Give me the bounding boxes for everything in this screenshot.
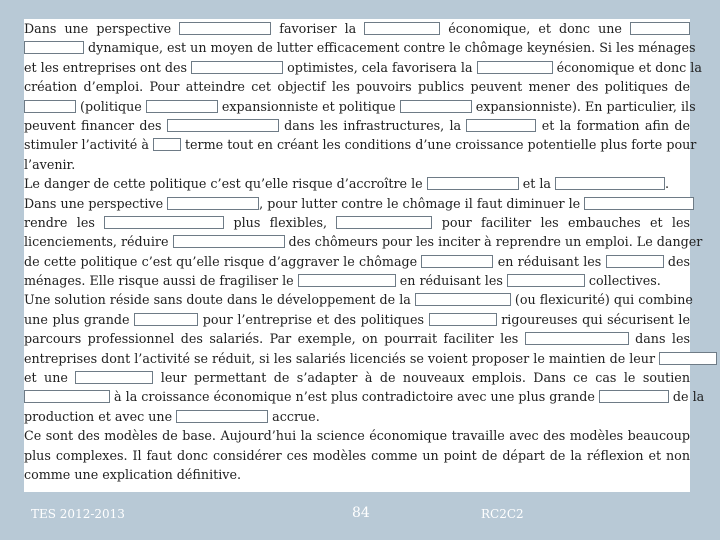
text-segment: une plus grande bbox=[24, 311, 135, 327]
masked-word-blank bbox=[606, 255, 664, 268]
text-line bbox=[24, 387, 705, 406]
text-panel bbox=[24, 19, 705, 492]
masked-word-blank bbox=[427, 177, 519, 190]
text-segment: économique, et donc une bbox=[440, 21, 630, 36]
text-segment: de cette politique c’est qu’elle risque d’aggraver le chômage bbox=[24, 253, 422, 269]
masked-word-blank bbox=[477, 61, 553, 74]
text-segment: Dans une perspective bbox=[24, 195, 168, 211]
text-segment: expansionniste et politique bbox=[217, 98, 400, 114]
text-line bbox=[24, 116, 690, 135]
text-line bbox=[24, 232, 703, 251]
text-line bbox=[24, 252, 690, 271]
text-segment: en réduisant les bbox=[493, 253, 606, 269]
text-segment: stimuler l’activité à bbox=[24, 137, 153, 153]
text-segment: Une solution réside sans doute dans le développement de la bbox=[24, 292, 415, 308]
text-line bbox=[24, 329, 690, 348]
text-segment: pour l’entreprise et des politiques bbox=[198, 311, 429, 327]
text-line bbox=[24, 58, 702, 77]
masked-word-blank bbox=[364, 22, 440, 35]
masked-word-blank bbox=[400, 100, 472, 113]
text-segment: économique et donc la bbox=[552, 59, 702, 75]
text-line bbox=[24, 349, 690, 368]
masked-word-blank bbox=[630, 22, 690, 35]
masked-word-blank bbox=[173, 235, 285, 248]
text-segment: Dans une perspective bbox=[24, 21, 180, 36]
text-segment: Le danger de cette politique c’est qu’elle risque d’accroître le bbox=[24, 176, 427, 192]
text-segment: rigoureuses qui sécurisent le bbox=[496, 311, 690, 327]
masked-word-blank bbox=[584, 197, 694, 210]
footer-course: TES 2012-2013 bbox=[31, 507, 125, 521]
text-line bbox=[24, 310, 690, 329]
masked-word-blank bbox=[507, 274, 585, 287]
text-segment: création d’emploi. Pour atteindre cet objectif les pouvoirs publics peuvent mener des politiques de bbox=[24, 79, 690, 95]
text-line bbox=[24, 155, 690, 174]
text-segment: des bbox=[663, 253, 690, 269]
text-segment: accrue. bbox=[268, 408, 320, 424]
text-line bbox=[24, 213, 690, 232]
text-segment: favoriser la bbox=[271, 21, 365, 36]
body-text bbox=[24, 19, 705, 484]
masked-word-blank bbox=[24, 390, 110, 403]
masked-word-blank bbox=[167, 197, 259, 210]
text-line bbox=[24, 407, 690, 426]
masked-word-blank bbox=[599, 390, 669, 403]
masked-word-blank bbox=[176, 410, 268, 423]
masked-word-blank bbox=[415, 293, 511, 306]
masked-word-blank bbox=[466, 119, 536, 132]
text-segment: et la bbox=[518, 176, 556, 192]
text-segment: dans les infrastructures, la bbox=[278, 117, 467, 133]
text-segment: dans les bbox=[628, 331, 690, 347]
text-segment: et la formation afin de bbox=[536, 117, 690, 133]
text-line bbox=[24, 465, 690, 484]
text-segment: en réduisant les bbox=[395, 273, 507, 289]
text-line bbox=[24, 368, 690, 387]
masked-word-blank bbox=[24, 100, 76, 113]
masked-word-blank bbox=[525, 332, 629, 345]
text-segment: (ou flexicurité) qui combine bbox=[510, 292, 693, 308]
masked-word-blank bbox=[167, 119, 279, 132]
text-line bbox=[24, 174, 690, 193]
text-segment: , pour lutter contre le chômage il faut diminuer le bbox=[259, 195, 585, 211]
text-segment: (politique bbox=[76, 98, 146, 114]
text-segment: de la bbox=[668, 389, 705, 405]
text-line bbox=[24, 446, 690, 465]
text-segment: expansionniste). En particulier, ils bbox=[471, 98, 696, 114]
text-segment: production et avec une bbox=[24, 408, 177, 424]
text-line bbox=[24, 271, 690, 290]
masked-word-blank bbox=[659, 352, 717, 365]
masked-word-blank bbox=[421, 255, 493, 268]
text-segment: plus complexes. Il faut donc considérer ces modèles comme un point de départ de la réflexion et non bbox=[24, 447, 690, 463]
masked-word-blank bbox=[134, 313, 198, 326]
masked-word-blank bbox=[146, 100, 218, 113]
text-segment: ménages. Elle risque aussi de fragiliser le bbox=[24, 273, 298, 289]
masked-word-blank bbox=[153, 138, 181, 151]
masked-word-blank bbox=[179, 22, 271, 35]
text-segment: terme tout en créant les conditions d’une croissance potentielle plus forte pour bbox=[180, 137, 697, 153]
text-segment: Ce sont des modèles de base. Aujourd’hui la science économique travaille avec des modèles beaucoup bbox=[24, 428, 690, 444]
text-segment: à la croissance économique n’est plus contradictoire avec une plus grande bbox=[110, 389, 599, 405]
text-segment: pour faciliter les embauches et les bbox=[432, 214, 690, 230]
masked-word-blank bbox=[336, 216, 432, 229]
masked-word-blank bbox=[555, 177, 665, 190]
footer-code: RC2C2 bbox=[481, 507, 524, 521]
text-segment: l’avenir. bbox=[24, 156, 76, 172]
masked-word-blank bbox=[104, 216, 224, 229]
text-segment: et les entreprises ont des bbox=[24, 59, 192, 75]
text-line bbox=[24, 97, 696, 116]
text-segment: . bbox=[665, 176, 670, 192]
text-segment: parcours professionnel des salariés. Par exemple, on pourrait faciliter les bbox=[24, 331, 525, 347]
masked-word-blank bbox=[298, 274, 396, 287]
text-line bbox=[24, 38, 696, 57]
text-segment: collectives. bbox=[584, 273, 661, 289]
text-line bbox=[24, 19, 690, 38]
text-segment: des chômeurs pour les inciter à reprendre un emploi. Le danger bbox=[284, 234, 703, 250]
text-segment: plus flexibles, bbox=[224, 214, 337, 230]
text-line bbox=[24, 194, 690, 213]
footer-page-number: 84 bbox=[352, 505, 370, 521]
text-segment: rendre les bbox=[24, 214, 105, 230]
text-segment: et une bbox=[24, 370, 76, 386]
text-segment: leur permettant de s’adapter à de nouveaux emplois. Dans ce cas le soutien bbox=[153, 370, 690, 386]
text-segment: peuvent financer des bbox=[24, 117, 167, 133]
text-segment: licenciements, réduire bbox=[24, 234, 173, 250]
masked-word-blank bbox=[75, 371, 153, 384]
text-segment: entreprises dont l’activité se réduit, si les salariés licenciés se voient proposer le maintien de leur bbox=[24, 350, 660, 366]
text-segment: dynamique, est un moyen de lutter efficacement contre le chômage keynésien. Si les ménages bbox=[84, 40, 696, 56]
text-line bbox=[24, 77, 690, 96]
text-line bbox=[24, 135, 697, 154]
masked-word-blank bbox=[24, 41, 84, 54]
text-line bbox=[24, 426, 690, 445]
text-line bbox=[24, 290, 693, 309]
text-segment: comme une explication définitive. bbox=[24, 466, 241, 482]
masked-word-blank bbox=[191, 61, 283, 74]
masked-word-blank bbox=[429, 313, 497, 326]
text-segment: optimistes, cela favorisera la bbox=[283, 59, 477, 75]
